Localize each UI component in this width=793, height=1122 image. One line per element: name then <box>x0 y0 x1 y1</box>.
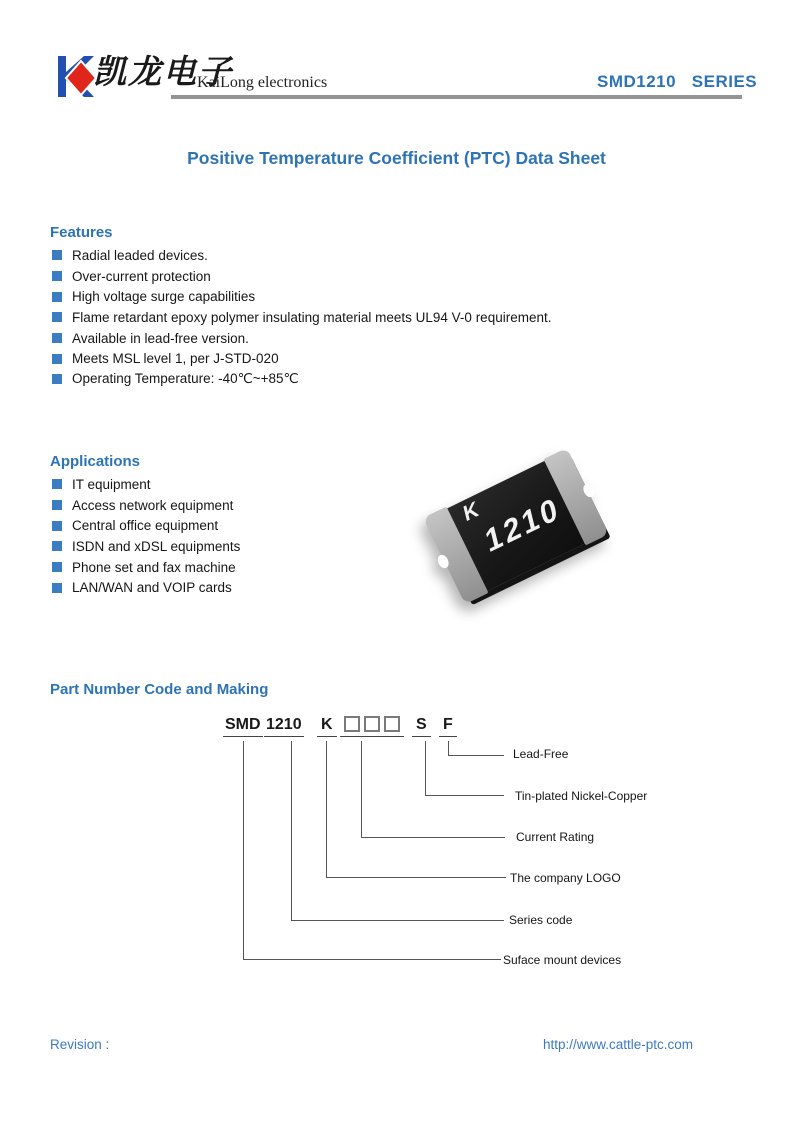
bullet-square-icon <box>52 312 62 322</box>
features-heading: Features <box>50 224 113 241</box>
bullet-square-icon <box>52 271 62 281</box>
pn-label-lead-free: Lead-Free <box>513 747 569 761</box>
application-text: ISDN and xDSL equipments <box>72 538 241 554</box>
bullet-square-icon <box>52 521 62 531</box>
pn-label-surface-mount: Suface mount devices <box>503 953 622 967</box>
bullet-square-icon <box>52 250 62 260</box>
smd-chip-photo <box>424 462 609 592</box>
application-item <box>52 495 240 516</box>
feature-item <box>52 369 551 390</box>
feature-text: Meets MSL level 1, per J-STD-020 <box>72 351 279 367</box>
bullet-square-icon <box>52 583 62 593</box>
bullet-square-icon <box>52 500 62 510</box>
application-item <box>52 474 240 495</box>
application-item <box>52 515 240 536</box>
application-text: Access network equipment <box>72 497 234 513</box>
applications-list <box>52 474 240 598</box>
pn-segment-1210: 1210 <box>264 716 304 737</box>
feature-text: Flame retardant epoxy polymer insulating material meets UL94 V-0 requirement. <box>72 309 552 325</box>
application-item <box>52 557 240 578</box>
chip-marking-size: 1210 <box>481 489 564 560</box>
blank-box-icon <box>344 716 360 732</box>
bullet-square-icon <box>52 562 62 572</box>
applications-heading: Applications <box>50 453 141 470</box>
bullet-square-icon <box>52 374 62 384</box>
feature-text: Over-current protection <box>72 268 211 284</box>
feature-item <box>52 266 551 287</box>
website-link[interactable]: http://www.cattle-ptc.com <box>543 1037 694 1052</box>
pn-segment-k: K <box>317 716 337 737</box>
chip-marking-logo: K <box>461 497 481 527</box>
feature-item <box>52 307 551 328</box>
page-title: Positive Temperature Coefficient (PTC) Data Sheet <box>187 148 606 168</box>
pn-label-company-logo: The company LOGO <box>510 871 621 885</box>
pn-segment-f: F <box>439 716 457 737</box>
application-item <box>52 577 240 598</box>
application-text: Central office equipment <box>72 518 219 534</box>
application-text: IT equipment <box>72 476 151 492</box>
feature-text: High voltage surge capabilities <box>72 289 256 305</box>
company-name-english: KaiLong electronics <box>197 74 328 91</box>
blank-box-icon <box>384 716 400 732</box>
bullet-square-icon <box>52 354 62 364</box>
feature-text: Operating Temperature: -40℃~+85℃ <box>72 371 299 387</box>
header-divider <box>171 95 742 99</box>
features-list <box>52 245 551 390</box>
feature-item <box>52 245 551 266</box>
application-item <box>52 536 240 557</box>
application-text: Phone set and fax machine <box>72 559 236 575</box>
connector-line-surface-mount <box>243 741 501 960</box>
pn-label-series-code: Series code <box>509 913 573 927</box>
pn-segment-s: S <box>412 716 431 737</box>
feature-text: Radial leaded devices. <box>72 247 208 263</box>
pn-segment-smd: SMD <box>223 716 263 737</box>
pn-segment-current-boxes <box>340 716 404 737</box>
application-text: LAN/WAN and VOIP cards <box>72 580 232 596</box>
bullet-square-icon <box>52 333 62 343</box>
bullet-square-icon <box>52 541 62 551</box>
bullet-square-icon <box>52 479 62 489</box>
feature-item <box>52 348 551 369</box>
part-number-heading: Part Number Code and Making <box>50 681 269 698</box>
feature-text: Available in lead-free version. <box>72 330 249 346</box>
company-name-chinese: 凯龙电子 <box>93 52 233 91</box>
pn-label-tin-plated: Tin-plated Nickel-Copper <box>515 789 648 803</box>
feature-item <box>52 328 551 349</box>
feature-item <box>52 286 551 307</box>
revision-label: Revision : <box>50 1037 110 1052</box>
blank-box-icon <box>364 716 380 732</box>
pn-label-current-rating: Current Rating <box>516 830 595 844</box>
chip-body <box>426 450 607 601</box>
bullet-square-icon <box>52 292 62 302</box>
series-label: SMD1210 SERIES <box>597 72 758 91</box>
